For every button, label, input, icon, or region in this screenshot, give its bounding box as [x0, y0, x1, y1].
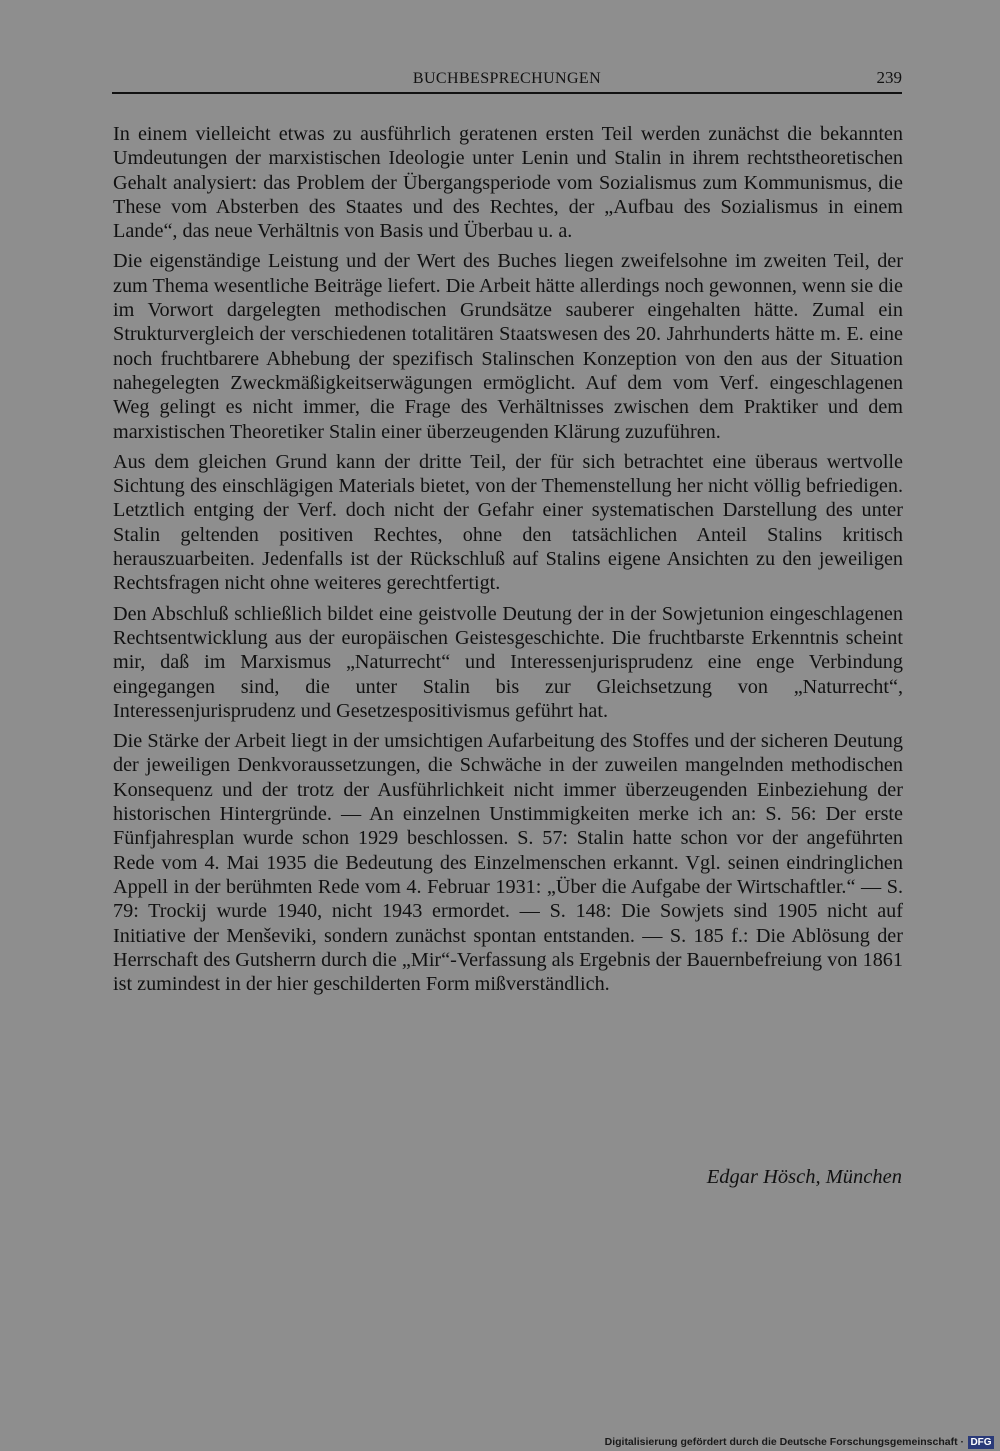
- running-header: [112, 68, 902, 94]
- paragraph-1: In einem vielleicht etwas zu ausführlich geratenen ersten Teil werden zunächst die bekannten Umdeutungen der marxistischen Ideologie unter Lenin und Stalin in ihrem rechtstheoretischen Gehalt analysiert: das Problem der Übergangsperiode vom Sozialismus zum Kommunismus, die These vom Absterben des Staates und des Rechtes, der „Aufbau des Sozialismus in einem Lande“, das neue Verhältnis von Basis und Überbau u. a.: [113, 123, 903, 243]
- author-signature: Edgar Hösch, München: [706, 1166, 902, 1188]
- paragraph-4: Den Abschluß schließlich bildet eine geistvolle Deutung der in der Sowjetunion eingeschlagenen Rechtsentwicklung aus der europäischen Geistesgeschichte. Die fruchtbarste Erkenntnis scheint mir, daß im Marxismus „Naturrecht“ und Interessenjurisprudenz eine enge Verbindung eingegangen sind, die unter Stalin bis zur Gleichsetzung von „Naturrecht“, Interessenjurisprudenz und Gesetzespositivismus geführt hat.: [113, 602, 903, 722]
- dfg-logo-icon: DFG: [968, 1436, 994, 1449]
- digitization-footer: [0, 1433, 1000, 1451]
- running-title: BUCHBESPRECHUNGEN: [412, 70, 602, 87]
- body-text: [113, 122, 903, 1002]
- paragraph-3: Aus dem gleichen Grund kann der dritte Teil, der für sich betrachtet eine überaus wertvolle Sichtung des einschlägigen Materials bietet, von der Themenstellung her nicht völlig befriedigen. Letztlich entging der Verf. doch nicht der Gefahr einer systematischen Darstellung des unter Stalin geltenden positiven Rechtes, ohne den tatsächlichen Anteil Stalins kritisch herauszuarbeiten. Jedenfalls ist der Rückschluß auf Stalins eigene Ansichten zu den jeweiligen Rechtsfragen nicht ohne weiteres gerechtfertigt.: [113, 450, 903, 595]
- paragraph-2: Die eigenständige Leistung und der Wert des Buches liegen zweifelsohne im zweiten Teil, der zum Thema wesentliche Beiträge liefert. Die Arbeit hätte allerdings noch gewonnen, wenn sie die im Vorwort dargelegten methodischen Grundsätze sauberer eingehalten hätte. Zumal ein Strukturvergleich der verschiedenen totalitären Staatswesen des 20. Jahrhunderts hätte m. E. eine noch fruchtbarere Abhebung der spezifisch Stalinschen Konzeption von den aus der Situation nahegelegten Zweckmäßigkeitserwägungen ermöglicht. Auf dem vom Verf. eingeschlagenen Weg gelingt es nicht immer, die Frage des Verhältnisses zwischen dem Praktiker und dem marxistischen Theoretiker Stalin einer überzeugenden Klärung zuzuführen.: [113, 250, 903, 443]
- paragraph-5: Die Stärke der Arbeit liegt in der umsichtigen Aufarbeitung des Stoffes und der sicheren Deutung der jeweiligen Denkvoraussetzungen, die Schwäche in der zuweilen mangelnden methodischen Konsequenz und der trotz der Ausführlichkeit nicht immer überzeugenden Einbeziehung der historischen Hintergründe. — An einzelnen Unstimmigkeiten merke ich an: S. 56: Der erste Fünfjahresplan wurde schon 1929 beschlossen. S. 57: Stalin hatte schon vor der angeführten Rede vom 4. Mai 1935 die Bedeutung des Einzelmenschen erkannt. Vgl. seinen eindringlichen Appell in der berühmten Rede vom 4. Februar 1931: „Über die Aufgabe der Wirtschaftler.“ — S. 79: Trockij wurde 1940, nicht 1943 ermordet. — S. 148: Die Sowjets sind 1905 nicht auf Initiative der Menševiki, sondern zunächst spontan entstanden. — S. 185 f.: Die Ablösung der Herrschaft des Gutsherrn durch die „Mir“-Verfassung als Ergebnis der Bauernbefreiung von 1861 ist zumindest in der hier geschilderten Form mißverständlich.: [113, 730, 903, 996]
- footer-credit: Digitalisierung gefördert durch die Deutsche Forschungsgemeinschaft ·: [604, 1436, 964, 1448]
- page-number: 239: [876, 68, 902, 87]
